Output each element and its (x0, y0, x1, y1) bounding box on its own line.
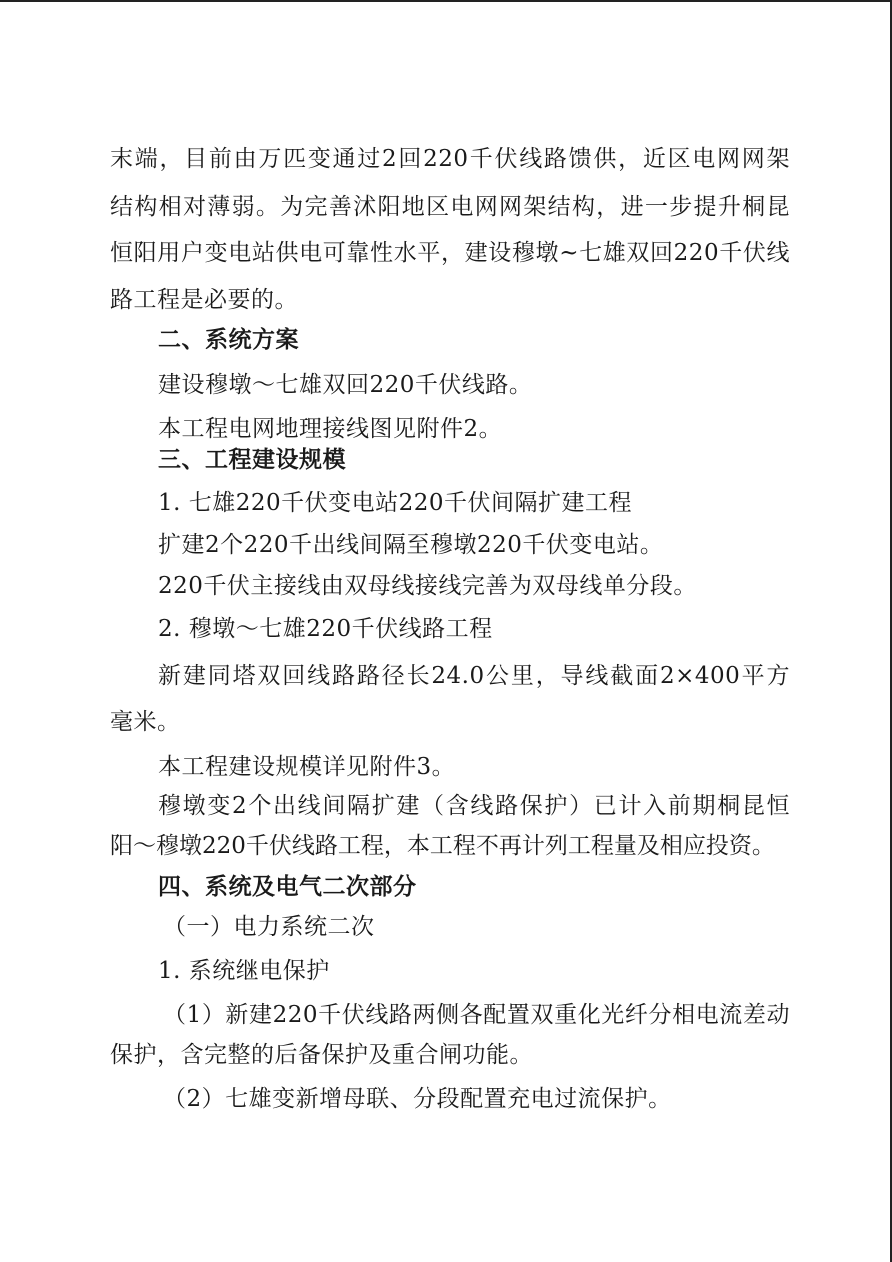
paragraph-line: （2）七雄变新增母联、分段配置充电过流保护。 (163, 1086, 672, 1112)
subsection-heading-4-1-1: 1. 系统继电保护 (158, 958, 330, 984)
paragraph-line: 末端，目前由万匹变通过2回220千伏线路馈供，近区电网网架 (110, 146, 790, 172)
paragraph-line: 阳～穆墩220千伏线路工程，本工程不再计列工程量及相应投资。 (110, 833, 775, 859)
paragraph-line: 保护，含完整的后备保护及重合闸功能。 (110, 1042, 533, 1068)
paragraph-line: 路工程是必要的。 (110, 287, 298, 313)
paragraph-line: 穆墩变2个出线间隔扩建（含线路保护）已计入前期桐昆恒 (158, 793, 790, 819)
paragraph-line: 新建同塔双回线路路径长24.0公里，导线截面2×400平方 (158, 663, 790, 689)
paragraph-line: 扩建2个220千出线间隔至穆墩220千伏变电站。 (158, 532, 664, 558)
section-heading-4: 四、系统及电气二次部分 (158, 874, 417, 900)
subsection-heading-4-1: （一）电力系统二次 (163, 914, 375, 940)
paragraph-line: 220千伏主接线由双母线接线完善为双母线单分段。 (158, 573, 697, 599)
paragraph-line: 毫米。 (110, 709, 181, 735)
paragraph-line: 恒阳用户变电站供电可靠性水平，建设穆墩~七雄双回220千伏线 (110, 240, 790, 266)
paragraph-line: （1）新建220千伏线路两侧各配置双重化光纤分相电流差动 (163, 1002, 790, 1028)
section-heading-3: 三、工程建设规模 (158, 447, 346, 473)
subsection-heading-1: 1. 七雄220千伏变电站220千伏间隔扩建工程 (158, 490, 633, 516)
paragraph-line: 建设穆墩～七雄双回220千伏线路。 (158, 372, 533, 398)
section-heading-2: 二、系统方案 (158, 327, 299, 353)
paragraph-line: 本工程建设规模详见附件3。 (158, 754, 456, 780)
paragraph-line: 结构相对薄弱。为完善沭阳地区电网网架结构，进一步提升桐昆 (110, 194, 790, 220)
subsection-heading-2: 2. 穆墩～七雄220千伏线路工程 (158, 616, 493, 642)
paragraph-line: 本工程电网地理接线图见附件2。 (158, 416, 503, 442)
